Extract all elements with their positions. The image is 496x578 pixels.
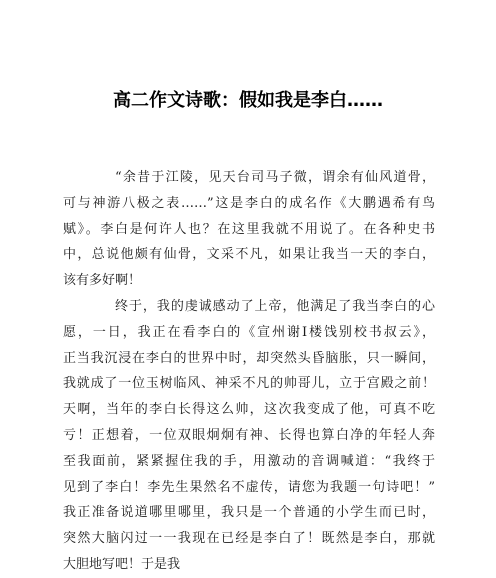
text-line: 赋》。李白是何许人也？在这里我就不用说了。在各种史书 xyxy=(63,221,435,237)
text-line: 终于，我的虔诚感动了上帝，他满足了我当李白的心 xyxy=(115,298,435,314)
text-line: 见到了李白！李先生果然名不虚传，请您为我题一句诗吧！” xyxy=(63,479,435,495)
text-line: 愿，一日，我正在看李白的《宣州谢Ⅰ楼饯别校书叔云》， xyxy=(63,324,435,340)
article-body xyxy=(63,165,435,572)
text-line: 亏！正想着，一位双眼炯炯有神、长得也算白净的年轻人奔 xyxy=(63,427,435,443)
text-line: 可与神游八极之表……”这是李白的成名作《大鹏遇希有鸟 xyxy=(63,195,435,211)
text-line: 我正准备说道哪里哪里，我只是一个普通的小学生而已时， xyxy=(63,505,435,521)
text-line: “余昔于江陵，见天台司马子微，谓余有仙风道骨， xyxy=(115,170,435,185)
text-line: 我就成了一位玉树临风、神采不凡的帅哥儿，立于宫殿之前！ xyxy=(63,376,435,392)
text-line: 中，总说他颇有仙骨，文采不凡，如果让我当一天的李白， xyxy=(63,247,435,263)
text-line: 突然大脑闪过一一我现在已经是李白了！既然是李白，那就 xyxy=(63,531,435,547)
text-line: 正当我沉浸在李白的世界中时，却突然头昏脑胀，只一瞬间， xyxy=(63,350,435,366)
text-line: 该有多好啊！ xyxy=(63,273,142,289)
text-line: 天啊，当年的李白长得这么帅，这次我变成了他，可真不吃 xyxy=(63,402,435,418)
text-line: 至我面前，紧紧握住我的手，用激动的音调喊道：“我终于 xyxy=(63,453,435,469)
text-line: 大胆地写吧！于是我 xyxy=(63,556,181,572)
document-title: 高二作文诗歌：假如我是李白…… xyxy=(113,90,383,111)
